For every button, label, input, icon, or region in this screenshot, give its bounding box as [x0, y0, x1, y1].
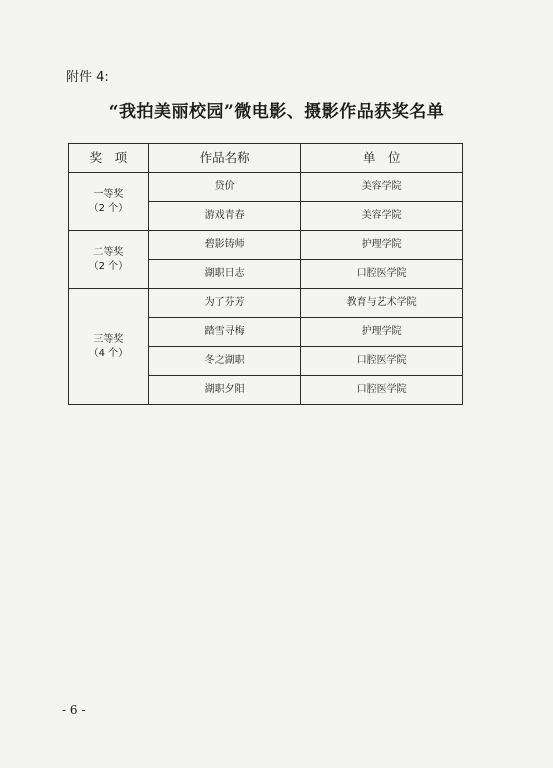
prize-cell-second: [69, 231, 149, 289]
prize-count: （2 个）: [88, 260, 129, 272]
work-name-cell: 踏雪寻梅: [148, 318, 301, 347]
column-header-prize: 奖 项: [69, 144, 149, 173]
prize-name: 一等奖: [93, 189, 124, 200]
unit-cell: 护理学院: [301, 318, 463, 347]
table-header-row: [69, 144, 463, 173]
page-number: - 6 -: [62, 703, 86, 717]
work-name-cell: 贷价: [148, 173, 301, 202]
table-row: [69, 231, 463, 260]
table-row: [69, 289, 463, 318]
unit-cell: 口腔医学院: [301, 260, 463, 289]
prize-name: 二等奖: [93, 247, 124, 258]
awards-table: [68, 143, 463, 405]
column-header-unit: 单 位: [301, 144, 463, 173]
unit-cell: 美容学院: [301, 173, 463, 202]
work-name-cell: 为了芬芳: [148, 289, 301, 318]
unit-cell: 口腔医学院: [301, 376, 463, 405]
prize-count: （4 个）: [88, 347, 129, 359]
prize-cell-first: [69, 173, 149, 231]
prize-count: （2 个）: [88, 202, 129, 214]
unit-cell: 教育与艺术学院: [301, 289, 463, 318]
work-name-cell: 冬之湖职: [148, 347, 301, 376]
unit-cell: 美容学院: [301, 202, 463, 231]
column-header-work: 作品名称: [148, 144, 301, 173]
prize-cell-third: [69, 289, 149, 405]
work-name-cell: 湖职夕阳: [148, 376, 301, 405]
unit-cell: 口腔医学院: [301, 347, 463, 376]
document-title: “我拍美丽校园”微电影、摄影作品获奖名单: [108, 102, 445, 122]
work-name-cell: 游戏青春: [148, 202, 301, 231]
attachment-label: 附件 4:: [66, 70, 109, 85]
unit-cell: 护理学院: [301, 231, 463, 260]
prize-name: 三等奖: [93, 334, 124, 345]
work-name-cell: 湖职日志: [148, 260, 301, 289]
work-name-cell: 碧影铸师: [148, 231, 301, 260]
table-row: [69, 173, 463, 202]
